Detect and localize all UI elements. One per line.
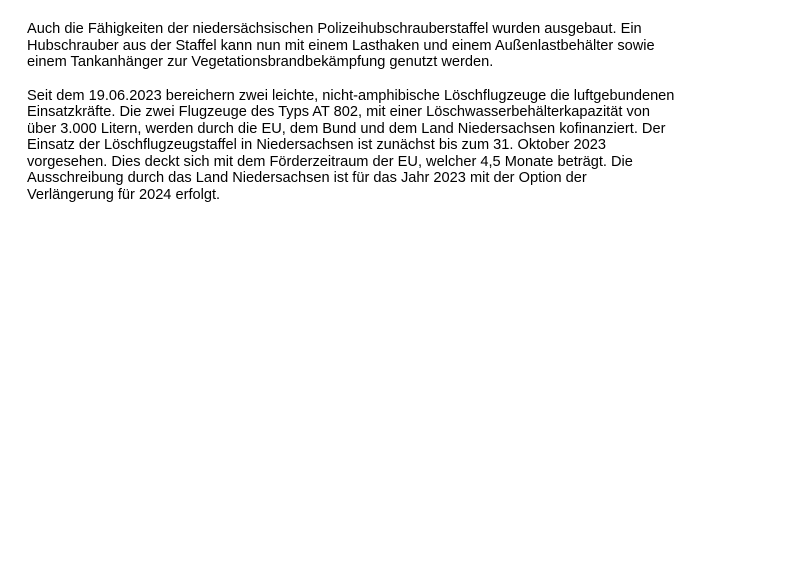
text-line: über 3.000 Litern, werden durch die EU, dem Bund und dem Land Niedersachsen kofinanziert. Der xyxy=(27,120,666,137)
text-line: einem Tankanhänger zur Vegetationsbrandbekämpfung genutzt werden. xyxy=(27,54,494,70)
text-line: Seit dem 19.06.2023 bereichern zwei leichte, nicht-amphibische Löschflugzeuge die luftgebundenen xyxy=(27,87,675,104)
text-line: Auch die Fähigkeiten der niedersächsischen Polizeihubschrauberstaffel wurden ausgebaut. Ein xyxy=(27,21,642,37)
text-line: Einsatzkräfte. Die zwei Flugzeuge des Typs AT 802, mit einer Löschwasserbehälterkapazität von xyxy=(27,104,650,120)
paragraph-firefighting-aircraft xyxy=(27,88,790,204)
text-line: Ausschreibung durch das Land Niedersachsen ist für das Jahr 2023 mit der Option der xyxy=(27,170,587,186)
paragraph-helicopter-squadron xyxy=(27,21,790,71)
text-line: Einsatz der Löschflugzeugstaffel in Niedersachsen ist zunächst bis zum 31. Oktober 2023 xyxy=(27,137,606,153)
text-line: vorgesehen. Dies deckt sich mit dem Förderzeitraum der EU, welcher 4,5 Monate beträgt. Die xyxy=(27,153,633,170)
text-line: Verlängerung für 2024 erfolgt. xyxy=(27,186,221,203)
text-line: Hubschrauber aus der Staffel kann nun mit einem Lasthaken und einem Außenlastbehälter sowie xyxy=(27,37,655,54)
